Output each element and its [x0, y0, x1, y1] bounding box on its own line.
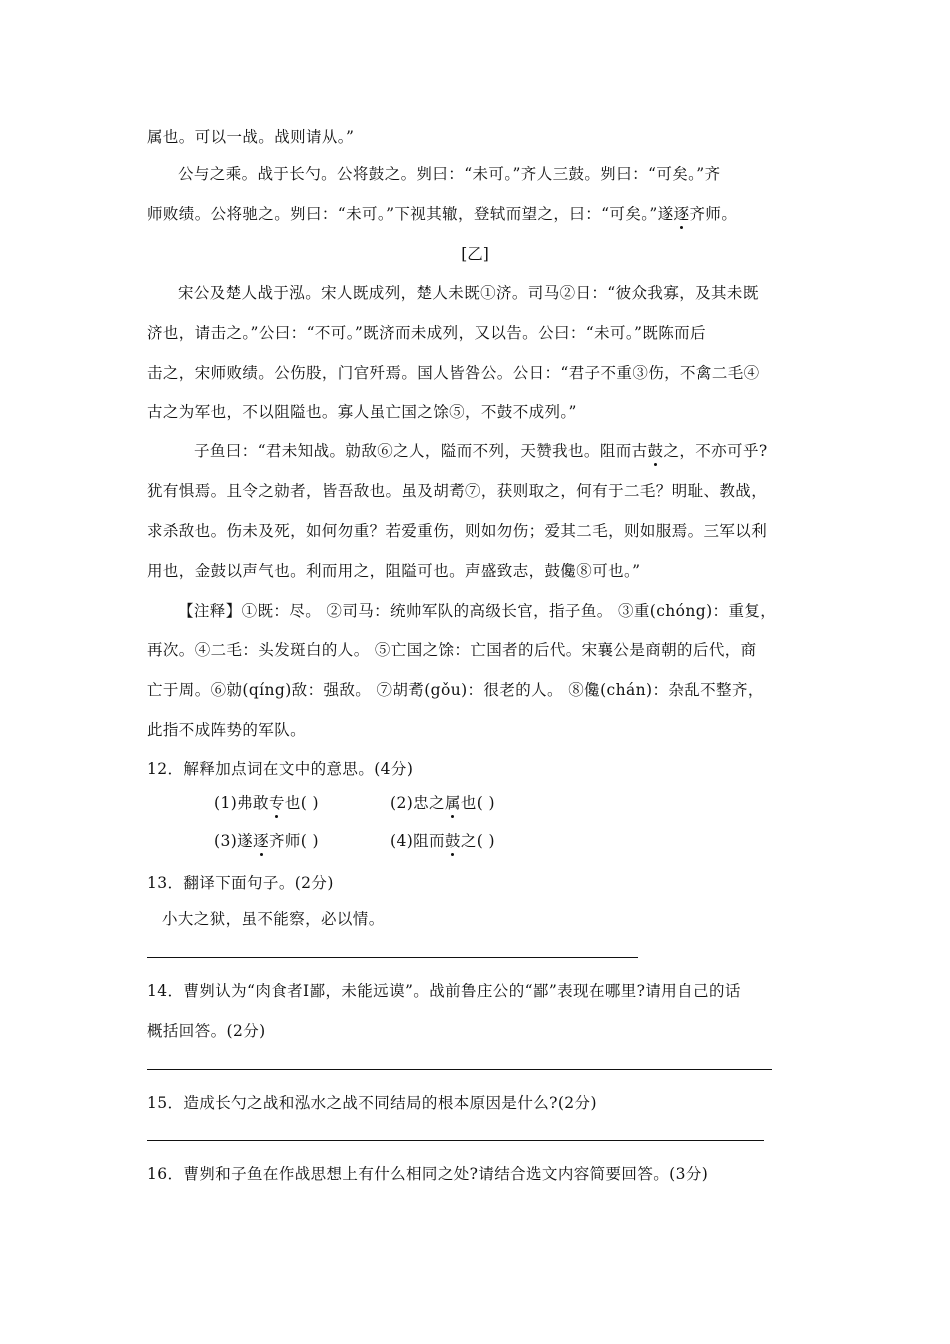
q12-i1-pre: (1)弗敢: [214, 794, 269, 812]
q12-i3-pre: (3)遂: [214, 832, 254, 850]
answer-line-15[interactable]: [147, 1140, 764, 1141]
jia-line-3: [147, 202, 737, 224]
yi-line-1: 宋公及楚人战于泓。宋人既成列，楚人未既①济。司马②日：“彼众我寡，及其未既: [178, 284, 759, 302]
yi-line-3: 击之，宋师败绩。公伤股，门官歼焉。国人皆咎公。公日：“君子不重③伤，不禽二毛④: [147, 364, 760, 382]
question-14-line-2: 概括回答。(2分): [147, 1022, 266, 1040]
dotted-word: 逐: [253, 829, 269, 851]
yi-line-2: 济也，请击之。”公曰：“不可。”既济而未成列，又以告。公曰：“未可。”既陈而后: [147, 324, 706, 342]
dotted-word: 逐: [674, 202, 690, 224]
dotted-word: 鼓: [445, 829, 461, 851]
section-label-yi: [乙]: [461, 245, 489, 263]
answer-line-13[interactable]: [147, 957, 638, 958]
yi-line-5-pre: 子鱼曰：“君未知战。勍敌⑥之人，隘而不列，天赞我也。阻而古: [194, 442, 648, 460]
question-12-item-2: [390, 791, 495, 813]
question-16-title: 16．曹刿和子鱼在作战思想上有什么相同之处?请结合选文内容简要回答。(3分): [147, 1165, 709, 1183]
question-13-sentence: 小大之狱，虽不能察，必以情。: [162, 910, 385, 928]
yi-line-7: 求杀敌也。伤未及死，如何勿重？若爱重伤，则如勿伤；爱其二毛，则如服焉。三军以利: [147, 522, 768, 540]
jia-line-3-post: 齐师。: [689, 205, 738, 223]
question-12-title: 12．解释加点词在文中的意思。(4分): [147, 760, 414, 778]
jia-line-2: [178, 162, 808, 184]
yi-line-6: 犹有惧焉。且令之勍者，皆吾敌也。虽及胡耉⑦，获则取之，何有于二毛？明耻、教战，: [147, 482, 768, 500]
question-12-item-3: [214, 829, 319, 851]
jia-line-2-text: 公与之乘。战于长勺。公将鼓之。刿曰：“未可。”齐人三鼓。刿曰：“可矣。”齐: [178, 165, 721, 183]
q12-i4-post: 之( ): [460, 832, 495, 850]
question-15-title: 15．造成长勺之战和泓水之战不同结局的根本原因是什么?(2分): [147, 1094, 597, 1112]
jia-line-3-pre: 师败绩。公将驰之。刿曰：“未可。”下视其辙，登轼而望之，曰：“可矣。”遂: [147, 205, 674, 223]
q12-i2-pre: (2)忠之: [390, 794, 445, 812]
yi-line-5: [194, 439, 768, 461]
q12-i3-post: 齐师( ): [268, 832, 319, 850]
dotted-word: 属: [445, 791, 461, 813]
question-12-item-1: [214, 791, 319, 813]
question-12-item-4: [390, 829, 495, 851]
q12-i1-post: 也( ): [284, 794, 319, 812]
notes-line-1: 【注释】①既：尽。 ②司马：统帅军队的高级长官，指子鱼。 ③重(chóng)：重复，: [178, 602, 777, 620]
question-13-title: 13．翻译下面句子。(2分): [147, 874, 334, 892]
notes-line-4: 此指不成阵势的军队。: [147, 721, 307, 739]
dotted-word: 专: [269, 791, 285, 813]
yi-line-8: 用也，金鼓以声气也。利而用之，阻隘可也。声盛致志，鼓儳⑧可也。”: [147, 562, 641, 580]
dotted-word: 鼓: [648, 439, 664, 461]
notes-line-2: 再次。④二毛：头发斑白的人。 ⑤亡国之馀：亡国者的后代。宋襄公是商朝的后代，商: [147, 641, 757, 659]
question-14-line-1: 14．曹刿认为“肉食者I鄙，未能远谟”。战前鲁庄公的“鄙”表现在哪里?请用自己的话: [147, 982, 741, 1000]
notes-line-3: 亡于周。⑥勍(qíng)敌：强敌。 ⑦胡耉(gǒu)：很老的人。 ⑧儳(chán)：杂乱不整齐，: [147, 681, 764, 699]
answer-line-14[interactable]: [147, 1069, 772, 1070]
q12-i4-pre: (4)阻而: [390, 832, 445, 850]
jia-line-1: 属也。可以一战。战则请从。”: [147, 128, 355, 146]
yi-line-4: 古之为军也，不以阻隘也。寡人虽亡国之馀⑤，不鼓不成列。”: [147, 403, 577, 421]
q12-i2-post: 也( ): [460, 794, 495, 812]
yi-line-5-post: 之，不亦可乎?: [663, 442, 768, 460]
